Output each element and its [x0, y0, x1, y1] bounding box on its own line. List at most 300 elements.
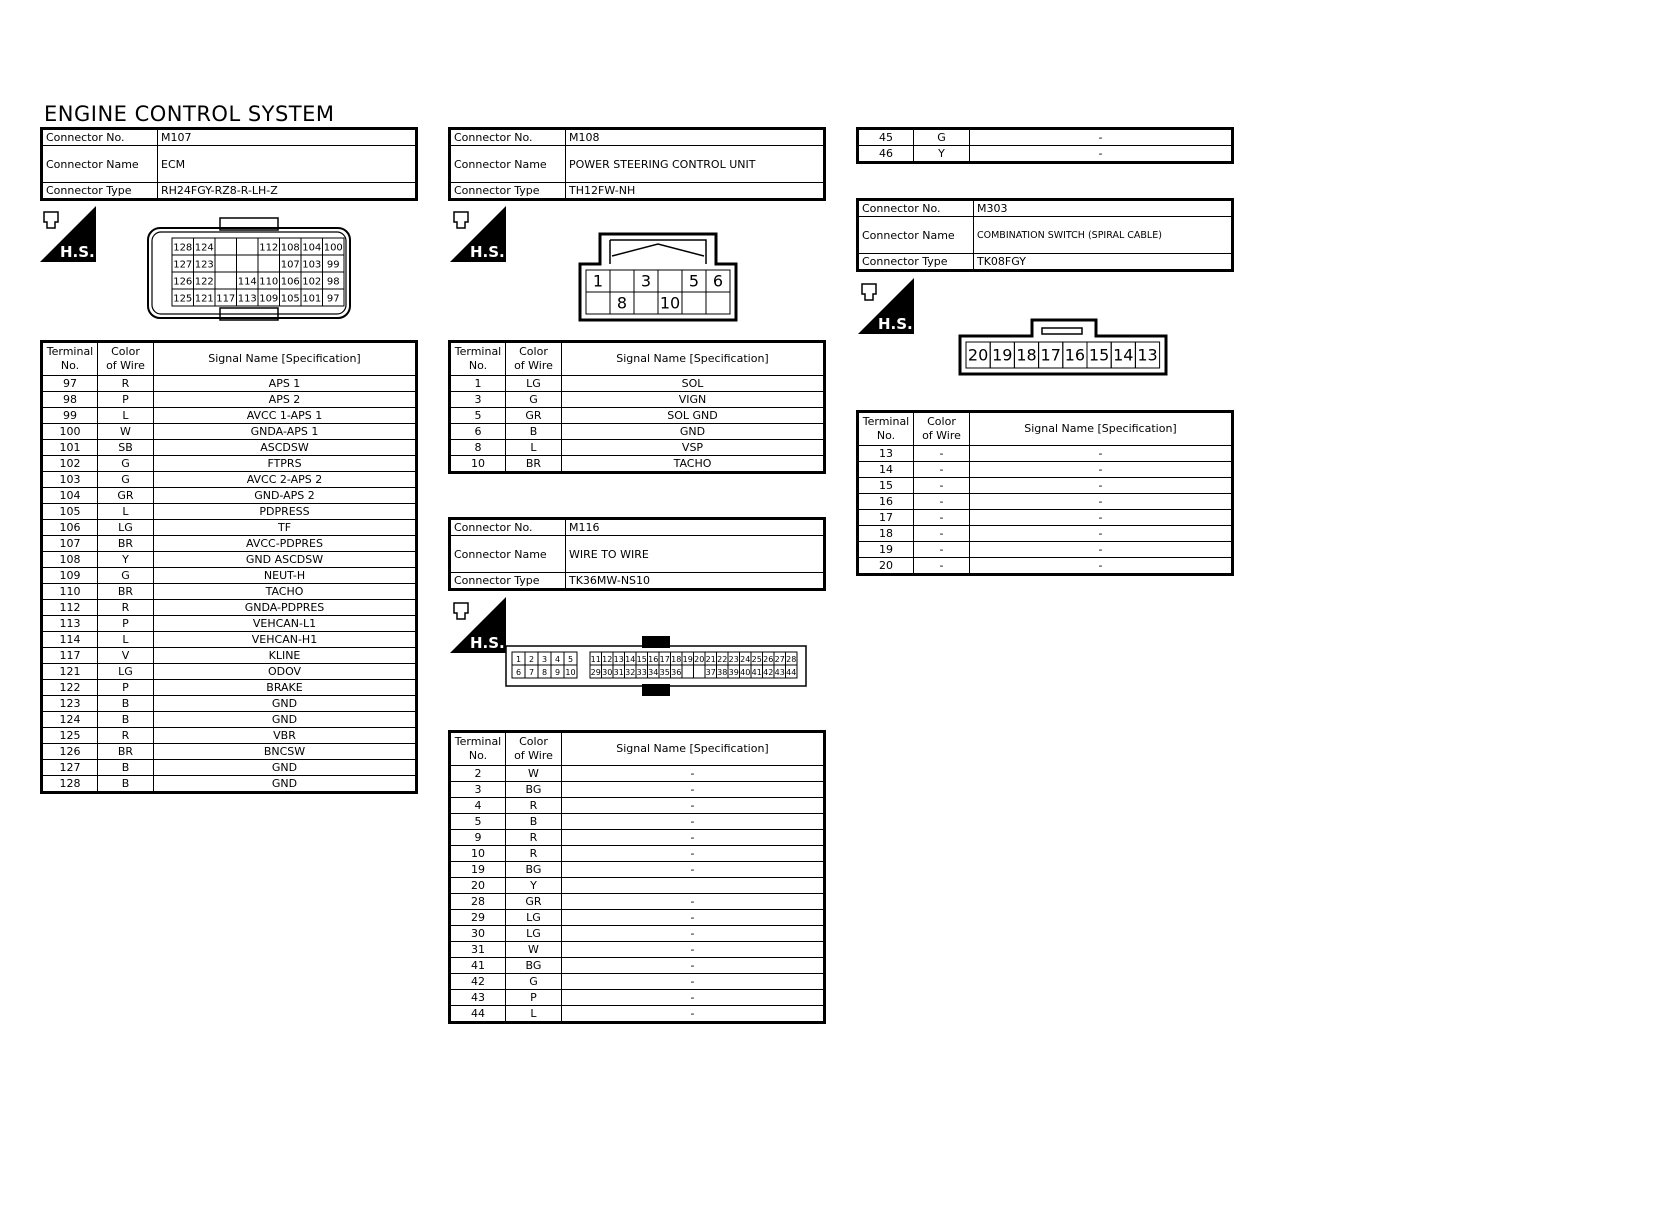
table-row	[450, 766, 825, 782]
table-row	[450, 814, 825, 830]
terminal-cell: 121	[42, 664, 98, 680]
terminal-cell: 1	[450, 376, 506, 392]
signal-name-cell: AVCC 1-APS 1	[154, 408, 417, 424]
pin-cavity	[682, 292, 706, 314]
table-row	[450, 376, 825, 392]
pin-number: 40	[740, 668, 751, 677]
m303-connector-face	[958, 318, 1168, 376]
pin-number: 98	[326, 276, 340, 288]
connector-type-label: Connector Type	[450, 573, 566, 590]
table-row	[42, 648, 417, 664]
terminal-cell: 17	[858, 510, 914, 526]
pin-number: 6	[712, 271, 724, 291]
signal-name-cell: -	[562, 974, 825, 990]
m303-pin-table	[856, 410, 1234, 576]
wire-color-cell: LG	[98, 520, 154, 536]
pin-number: 17	[1040, 345, 1061, 365]
wire-color-cell: Y	[914, 146, 970, 163]
pin-cavity	[682, 665, 694, 678]
connector-name-label: Connector Name	[858, 217, 974, 254]
table-row	[42, 712, 417, 728]
pin-number: 8	[541, 668, 548, 677]
terminal-cell: 123	[42, 696, 98, 712]
pin-number: 1	[515, 655, 522, 664]
signal-name-header: Signal Name [Specification]	[970, 412, 1233, 446]
table-row	[42, 520, 417, 536]
terminal-cell: 20	[858, 558, 914, 575]
pin-number: 20	[694, 655, 705, 664]
pin-number: 28	[786, 655, 797, 664]
m116-pin-table	[448, 730, 826, 1024]
terminal-cell: 46	[858, 146, 914, 163]
pin-cavity	[215, 255, 237, 272]
hs-label: H.S.	[60, 243, 95, 261]
terminal-no-header: Terminal No.	[450, 342, 506, 376]
wire-color-cell: B	[98, 696, 154, 712]
pin-number: 2	[528, 655, 535, 664]
pin-number: 16	[1064, 345, 1086, 365]
wire-color-cell: G	[98, 456, 154, 472]
table-row	[42, 568, 417, 584]
wire-color-cell: LG	[506, 376, 562, 392]
terminal-cell: 16	[858, 494, 914, 510]
table-row	[42, 744, 417, 760]
signal-name-cell: -	[970, 462, 1233, 478]
signal-name-cell: APS 1	[154, 376, 417, 392]
svg-text:H.S.: H.S.	[470, 634, 505, 652]
table-row	[858, 446, 1233, 462]
table-row	[42, 472, 417, 488]
wire-color-cell: -	[914, 526, 970, 542]
pin-cavity	[610, 270, 634, 292]
wire-color-cell: LG	[506, 926, 562, 942]
pin-number: 121	[194, 293, 214, 305]
m116-connector-type: TK36MW-NS10	[566, 573, 825, 590]
signal-name-cell: -	[970, 542, 1233, 558]
pin-number: 124	[194, 242, 214, 254]
wire-color-cell: BG	[506, 862, 562, 878]
terminal-cell: 18	[858, 526, 914, 542]
terminal-cell: 104	[42, 488, 98, 504]
pin-number: 11	[590, 655, 601, 664]
terminal-no-header: Terminal No.	[858, 412, 914, 446]
table-row	[858, 542, 1233, 558]
signal-name-cell: AVCC-PDPRES	[154, 536, 417, 552]
terminal-cell: 110	[42, 584, 98, 600]
pin-number: 108	[280, 242, 300, 254]
wire-color-cell: -	[914, 462, 970, 478]
signal-name-cell: -	[970, 478, 1233, 494]
table-row	[42, 552, 417, 568]
signal-name-cell: GND ASCDSW	[154, 552, 417, 568]
hs-harness-side-icon	[450, 206, 506, 262]
wire-color-cell: L	[98, 504, 154, 520]
table-row	[42, 536, 417, 552]
m303-connector-type: TK08FGY	[974, 254, 1233, 271]
pin-number: 110	[259, 276, 279, 288]
signal-name-cell: -	[562, 910, 825, 926]
signal-name-cell: -	[970, 146, 1233, 163]
terminal-cell: 3	[450, 782, 506, 798]
pin-number: 99	[326, 259, 340, 271]
pin-number: 44	[786, 668, 797, 677]
m108-connector-no: M108	[566, 129, 825, 146]
pin-cavity	[237, 238, 259, 255]
terminal-cell: 122	[42, 680, 98, 696]
terminal-cell: 20	[450, 878, 506, 894]
wire-color-cell: -	[914, 510, 970, 526]
table-row	[42, 760, 417, 776]
signal-name-cell: -	[562, 814, 825, 830]
terminal-cell: 127	[42, 760, 98, 776]
wire-color-cell: V	[98, 648, 154, 664]
wire-color-cell: P	[98, 616, 154, 632]
wire-color-cell: -	[914, 446, 970, 462]
m108-connector-face	[576, 232, 740, 322]
table-row	[42, 376, 417, 392]
table-row	[450, 408, 825, 424]
connector-name-label: Connector Name	[450, 536, 566, 573]
wire-color-cell: G	[506, 392, 562, 408]
m116-connector-name: WIRE TO WIRE	[566, 536, 825, 573]
table-row	[858, 494, 1233, 510]
signal-name-cell: TACHO	[154, 584, 417, 600]
terminal-cell: 126	[42, 744, 98, 760]
pin-cavity	[215, 272, 237, 289]
table-row	[858, 558, 1233, 575]
table-row	[42, 584, 417, 600]
pin-cavity	[694, 665, 706, 678]
m116-connector-no: M116	[566, 519, 825, 536]
terminal-cell: 5	[450, 408, 506, 424]
pin-number: 29	[590, 668, 601, 677]
pin-number: 21	[705, 655, 716, 664]
pin-number: 100	[323, 242, 343, 254]
signal-name-cell: -	[970, 129, 1233, 146]
terminal-cell: 10	[450, 846, 506, 862]
signal-name-cell: -	[970, 446, 1233, 462]
pin-cavity	[258, 255, 280, 272]
wire-color-cell: P	[98, 392, 154, 408]
pin-number: 109	[259, 293, 279, 305]
wire-color-cell: -	[914, 494, 970, 510]
terminal-cell: 101	[42, 440, 98, 456]
table-row	[450, 830, 825, 846]
wire-color-cell: BG	[506, 782, 562, 798]
terminal-cell: 15	[858, 478, 914, 494]
signal-name-cell: -	[562, 830, 825, 846]
wire-color-cell: SB	[98, 440, 154, 456]
pin-number: 122	[194, 276, 214, 288]
pin-number: 16	[648, 655, 659, 664]
m107-connector-no: M107	[158, 129, 417, 146]
signal-name-cell: AVCC 2-APS 2	[154, 472, 417, 488]
pin-number: 114	[237, 276, 257, 288]
terminal-no-header: Terminal No.	[42, 342, 98, 376]
signal-name-cell: VSP	[562, 440, 825, 456]
table-row	[858, 510, 1233, 526]
terminal-cell: 19	[450, 862, 506, 878]
pin-number: 32	[625, 668, 636, 677]
terminal-cell: 28	[450, 894, 506, 910]
signal-name-cell: -	[562, 1006, 825, 1023]
pin-number: 9	[554, 668, 561, 677]
signal-name-cell: NEUT-H	[154, 568, 417, 584]
table-row	[450, 456, 825, 473]
pin-number: 39	[728, 668, 739, 677]
pin-number: 125	[173, 293, 193, 305]
signal-name-cell: ASCDSW	[154, 440, 417, 456]
hs-harness-side-icon	[450, 597, 506, 653]
pin-number: 22	[717, 655, 728, 664]
signal-name-header: Signal Name [Specification]	[562, 342, 825, 376]
signal-name-cell: VIGN	[562, 392, 825, 408]
pin-number: 123	[194, 259, 214, 271]
pin-number: 41	[751, 668, 762, 677]
connector-no-label: Connector No.	[450, 129, 566, 146]
connector-name-label: Connector Name	[450, 146, 566, 183]
wire-color-cell: BG	[506, 958, 562, 974]
terminal-cell: 42	[450, 974, 506, 990]
terminal-cell: 100	[42, 424, 98, 440]
wire-color-cell: G	[506, 974, 562, 990]
pin-number: 101	[302, 293, 322, 305]
pin-cavity	[634, 292, 658, 314]
signal-name-cell: -	[562, 782, 825, 798]
pin-number: 26	[763, 655, 774, 664]
signal-name-cell: GNDA-PDPRES	[154, 600, 417, 616]
pin-number: 107	[280, 259, 300, 271]
pin-number: 102	[302, 276, 322, 288]
table-row	[42, 664, 417, 680]
terminal-cell: 102	[42, 456, 98, 472]
pin-number: 126	[173, 276, 193, 288]
terminal-cell: 107	[42, 536, 98, 552]
signal-name-cell: -	[562, 990, 825, 1006]
pin-number: 104	[302, 242, 322, 254]
table-row	[858, 478, 1233, 494]
pin-number: 117	[216, 293, 236, 305]
connector-type-label: Connector Type	[858, 254, 974, 271]
pin-number: 8	[616, 293, 628, 313]
pin-number: 23	[728, 655, 739, 664]
wire-color-cell: W	[506, 942, 562, 958]
table-row	[42, 776, 417, 793]
terminal-cell: 14	[858, 462, 914, 478]
terminal-cell: 29	[450, 910, 506, 926]
m116-info-table	[448, 517, 826, 591]
pin-number: 4	[554, 655, 561, 664]
pin-number: 10	[659, 293, 681, 313]
table-row	[450, 798, 825, 814]
pin-cavity	[706, 292, 730, 314]
table-row	[450, 894, 825, 910]
signal-name-cell: GND	[154, 760, 417, 776]
signal-name-cell: -	[562, 894, 825, 910]
table-row	[42, 680, 417, 696]
signal-name-cell: BNCSW	[154, 744, 417, 760]
signal-name-cell: -	[562, 862, 825, 878]
wire-color-cell: R	[506, 798, 562, 814]
terminal-no-header: Terminal No.	[450, 732, 506, 766]
terminal-cell: 105	[42, 504, 98, 520]
table-row	[450, 440, 825, 456]
pin-number: 31	[613, 668, 624, 677]
signal-name-cell: TACHO	[562, 456, 825, 473]
terminal-cell: 31	[450, 942, 506, 958]
pin-cavity	[658, 270, 682, 292]
pin-number: 18	[671, 655, 682, 664]
signal-name-cell: -	[562, 958, 825, 974]
terminal-cell: 9	[450, 830, 506, 846]
m108-info-table	[448, 127, 826, 201]
terminal-cell: 112	[42, 600, 98, 616]
terminal-cell: 98	[42, 392, 98, 408]
pin-number: 127	[173, 259, 193, 271]
signal-name-cell: -	[970, 526, 1233, 542]
m107-info-table	[40, 127, 418, 201]
wire-color-cell: R	[98, 728, 154, 744]
pin-number: 19	[682, 655, 693, 664]
terminal-cell: 2	[450, 766, 506, 782]
wire-color-cell: B	[98, 712, 154, 728]
connector-type-label: Connector Type	[450, 183, 566, 200]
wire-color-cell: BR	[506, 456, 562, 473]
table-row	[42, 728, 417, 744]
wire-color-cell: -	[914, 478, 970, 494]
terminal-cell: 124	[42, 712, 98, 728]
pin-number: 43	[774, 668, 785, 677]
terminal-cell: 10	[450, 456, 506, 473]
pin-number: 25	[751, 655, 762, 664]
wire-color-cell: W	[506, 766, 562, 782]
terminal-cell: 13	[858, 446, 914, 462]
signal-name-cell: GND	[154, 776, 417, 793]
terminal-cell: 5	[450, 814, 506, 830]
signal-name-cell: KLINE	[154, 648, 417, 664]
wire-color-cell: G	[98, 472, 154, 488]
signal-name-cell: -	[970, 510, 1233, 526]
m107-pin-table	[40, 340, 418, 794]
signal-name-cell: APS 2	[154, 392, 417, 408]
wire-color-cell: Y	[98, 552, 154, 568]
table-row	[450, 1006, 825, 1023]
signal-name-cell: GND	[562, 424, 825, 440]
svg-text:H.S.: H.S.	[470, 243, 505, 261]
pin-number: 36	[671, 668, 682, 677]
pin-number: 24	[740, 655, 751, 664]
terminal-cell: 109	[42, 568, 98, 584]
wire-color-cell: L	[98, 408, 154, 424]
table-row	[450, 846, 825, 862]
pin-number: 15	[1088, 345, 1110, 365]
table-row	[450, 990, 825, 1006]
terminal-cell: 30	[450, 926, 506, 942]
wire-color-cell: GR	[506, 408, 562, 424]
signal-name-cell	[562, 878, 825, 894]
pin-number: 18	[1016, 345, 1037, 365]
table-row	[42, 456, 417, 472]
pin-number: 5	[688, 271, 700, 291]
pin-number: 19	[992, 345, 1013, 365]
pin-number: 10	[565, 668, 576, 677]
wire-color-cell: L	[98, 632, 154, 648]
signal-name-cell: GND-APS 2	[154, 488, 417, 504]
pin-number: 27	[774, 655, 785, 664]
pin-number: 3	[640, 271, 652, 291]
wire-color-cell: GR	[506, 894, 562, 910]
pin-number: 97	[326, 293, 340, 305]
pin-number: 3	[541, 655, 548, 664]
hs-harness-side-icon	[858, 278, 914, 334]
table-row	[42, 408, 417, 424]
pin-number: 17	[659, 655, 670, 664]
pin-number: 38	[717, 668, 728, 677]
wire-color-cell: B	[506, 424, 562, 440]
m108-pin-table	[448, 340, 826, 474]
wire-color-cell: R	[506, 830, 562, 846]
signal-name-header: Signal Name [Specification]	[562, 732, 825, 766]
signal-name-cell: VEHCAN-H1	[154, 632, 417, 648]
pin-number: 35	[659, 668, 670, 677]
page-title: ENGINE CONTROL SYSTEM	[44, 102, 335, 126]
signal-name-cell: -	[562, 798, 825, 814]
pin-number: 103	[302, 259, 322, 271]
wire-color-cell: B	[98, 776, 154, 793]
wire-color-cell: -	[914, 558, 970, 575]
pin-number: 15	[636, 655, 647, 664]
signal-name-cell: SOL	[562, 376, 825, 392]
terminal-cell: 99	[42, 408, 98, 424]
wire-color-cell: BR	[98, 584, 154, 600]
table-row	[450, 910, 825, 926]
signal-name-cell: ODOV	[154, 664, 417, 680]
color-of-wire-header: Color of Wire	[98, 342, 154, 376]
pin-cavity	[586, 292, 610, 314]
signal-name-cell: PDPRESS	[154, 504, 417, 520]
table-row	[858, 146, 1233, 163]
terminal-cell: 6	[450, 424, 506, 440]
hs-harness-side-icon	[40, 206, 96, 262]
wire-color-cell: BR	[98, 744, 154, 760]
table-row	[42, 488, 417, 504]
pin-number: 7	[528, 668, 535, 677]
wire-color-cell: L	[506, 440, 562, 456]
m116-continued-pin-table	[856, 127, 1234, 164]
signal-name-header: Signal Name [Specification]	[154, 342, 417, 376]
signal-name-cell: -	[562, 942, 825, 958]
wire-color-cell: G	[914, 129, 970, 146]
signal-name-cell: -	[562, 926, 825, 942]
m303-connector-name: COMBINATION SWITCH (SPIRAL CABLE)	[974, 217, 1233, 254]
pin-number: 128	[173, 242, 193, 254]
wire-color-cell: P	[98, 680, 154, 696]
wire-color-cell: B	[98, 760, 154, 776]
terminal-cell: 106	[42, 520, 98, 536]
table-row	[858, 526, 1233, 542]
wire-color-cell: B	[506, 814, 562, 830]
pin-number: 112	[259, 242, 279, 254]
terminal-cell: 43	[450, 990, 506, 1006]
pin-number: 30	[602, 668, 613, 677]
signal-name-cell: TF	[154, 520, 417, 536]
pin-cavity	[237, 255, 259, 272]
signal-name-cell: GND	[154, 696, 417, 712]
connector-name-label: Connector Name	[42, 146, 158, 183]
pin-number: 37	[705, 668, 716, 677]
color-of-wire-header: Color of Wire	[914, 412, 970, 446]
table-row	[42, 616, 417, 632]
